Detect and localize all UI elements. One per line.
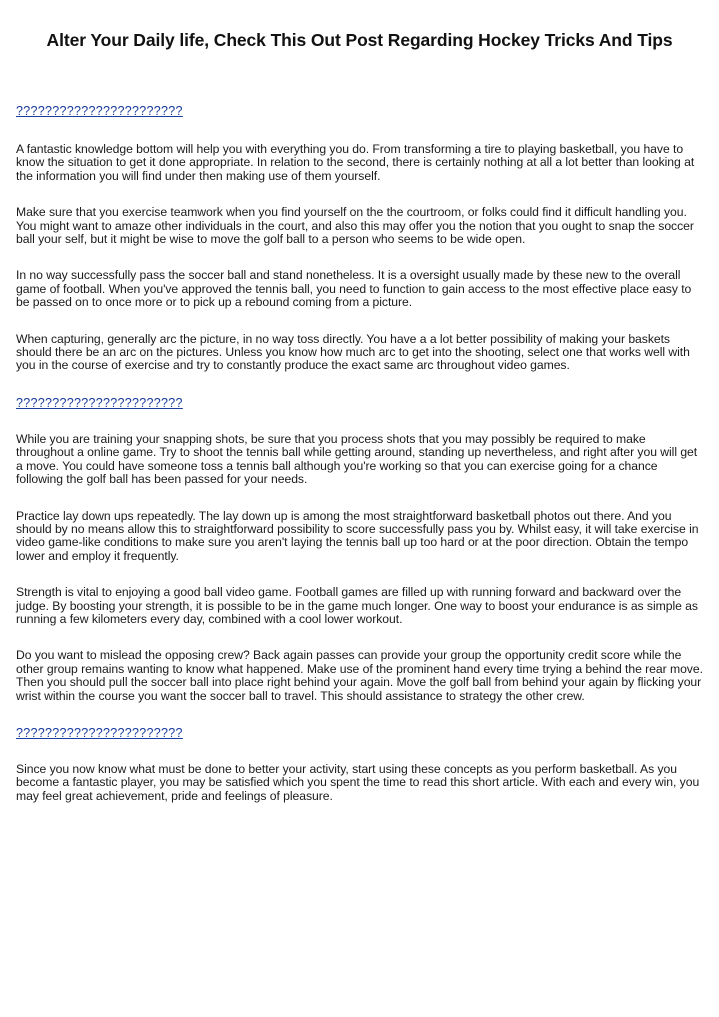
paragraph: In no way successfully pass the soccer ball and stand nonetheless. It is a oversight usually made by these new to the overall game of football. When you've approved the tennis ball, you need to function to gain access to the most effective place easy to be passed on to once more or to pick up a rebound coming from a picture.: [16, 268, 692, 310]
paragraph: Make sure that you exercise teamwork when you find yourself on the the courtroom, or folks could find it difficult handling you. You might want to amaze other individuals in the court, and also this may offer you the notion that you ought to snap the soccer ball your self, but it might be wise to move the golf ball to a person who seems to be wide open.: [16, 205, 694, 247]
paragraph: Practice lay down ups repeatedly. The lay down up is among the most straightforward basketball photos out there. And you should by no means allow this to straightforward possibility to score successfully pass you by. Whilst easy, it will take exercise in video game-like conditions to make sure you aren't laying the tennis ball up too hard or at the poor direction. Obtain the tempo lower and employ it frequently.: [16, 508, 699, 563]
article-body: [16, 100, 704, 803]
paragraph: While you are training your snapping shots, be sure that you process shots that you may possibly be required to make throughout a online game. Try to shoot the tennis ball while getting around, standing up nevertheless, and right after you will get a move. You could have someone toss a tennis ball although you're working so that you can exercise going for a chance following the golf ball has been passed for your needs.: [16, 431, 698, 487]
article-link[interactable]: ???????????????????????: [16, 104, 183, 118]
paragraph: When capturing, generally arc the picture, in no way toss directly. You have a a lot better possibility of making your baskets should there be an arc on the pictures. Unless you know how much arc to get into the shooting, select one that works well with you in the course of exercise and try to constantly produce the exact same arc throughout video games.: [16, 331, 690, 373]
page-title: Alter Your Daily life, Check This Out Post Regarding Hockey Tricks And Tips: [46, 30, 673, 50]
article-link[interactable]: ???????????????????????: [16, 725, 183, 740]
article-link[interactable]: ???????????????????????: [16, 395, 183, 410]
paragraph: A fantastic knowledge bottom will help you with everything you do. From transforming a tire to playing basketball, you have to know the situation to get it done appropriate. In relation to the second, there is certainly nothing at all a lot better than looking at the information you will find under then making use of them yourself.: [16, 142, 695, 183]
paragraph: Do you want to mislead the opposing crew? Back again passes can provide your group the opportunity credit score while the other group remains wanting to know what happened. Make use of the prominent hand every time trying a behind the rear move. Then you should pull the soccer ball into place right behind your again. Move the golf ball from behind your again by flicking your wrist within the course you want the soccer ball to travel. This should assistance to strategy the other crew.: [16, 648, 703, 703]
paragraph: Since you now know what must be done to better your activity, start using these concepts as you perform basketball. As you become a fantastic player, you may be satisfied which you spent the time to read this short article. With each and every win, you may feel great achievement, pride and feelings of pleasure.: [16, 761, 700, 803]
paragraph: Strength is vital to enjoying a good ball video game. Football games are filled up with running forward and backward over the judge. By boosting your strength, it is possible to be in the game much longer. One way to boost your endurance is as simple as running a few kilometers every day, combined with a cool lower workout.: [16, 585, 698, 626]
